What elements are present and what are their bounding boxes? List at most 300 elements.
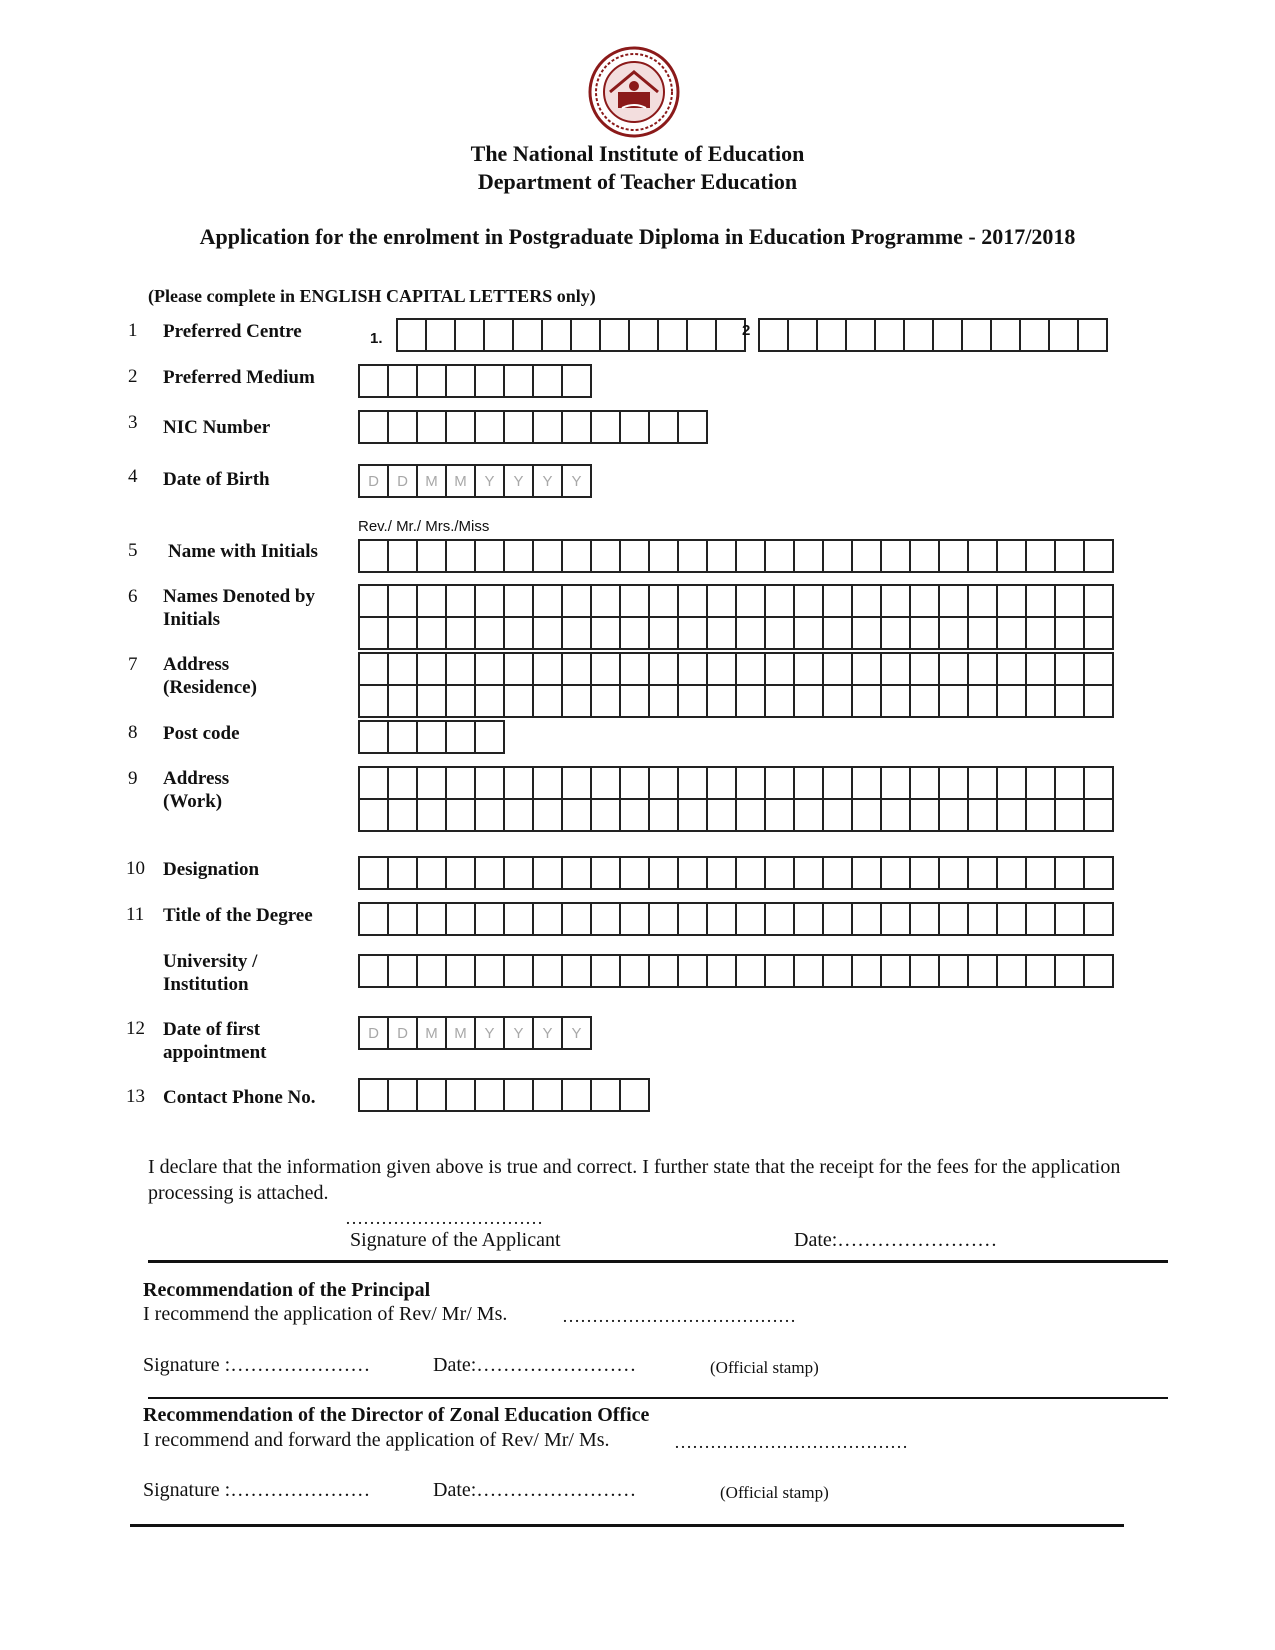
letter-box[interactable] [679, 539, 708, 573]
letter-box[interactable] [969, 954, 998, 988]
letter-box[interactable] [1056, 800, 1085, 832]
letter-box[interactable] [621, 766, 650, 800]
letter-box[interactable] [708, 584, 737, 618]
address-work-boxes[interactable] [358, 766, 1114, 832]
letter-box[interactable] [592, 1078, 621, 1112]
letter-box[interactable]: D [360, 1016, 389, 1050]
letter-box[interactable] [592, 766, 621, 800]
letter-box[interactable] [418, 766, 447, 800]
letter-box[interactable] [998, 902, 1027, 936]
letter-box[interactable] [911, 766, 940, 800]
letter-box[interactable] [592, 539, 621, 573]
letter-box[interactable] [708, 954, 737, 988]
letter-box[interactable] [650, 902, 679, 936]
letter-box[interactable]: M [418, 464, 447, 498]
letter-box[interactable] [795, 800, 824, 832]
letter-box[interactable] [534, 539, 563, 573]
letter-box[interactable] [659, 318, 688, 352]
letter-box[interactable] [824, 954, 853, 988]
letter-box[interactable] [1027, 618, 1056, 650]
letter-box[interactable] [876, 318, 905, 352]
letter-box[interactable] [824, 618, 853, 650]
letter-box[interactable] [427, 318, 456, 352]
letter-box[interactable] [853, 856, 882, 890]
letter-box[interactable] [1027, 766, 1056, 800]
letter-box[interactable] [592, 856, 621, 890]
letter-box[interactable] [1027, 856, 1056, 890]
letter-box[interactable] [621, 1078, 650, 1112]
letter-box[interactable] [882, 584, 911, 618]
letter-box[interactable] [1056, 902, 1085, 936]
letter-box[interactable] [389, 720, 418, 754]
letter-box[interactable] [998, 652, 1027, 686]
letter-box[interactable] [969, 618, 998, 650]
letter-box[interactable] [630, 318, 659, 352]
letter-box[interactable] [969, 766, 998, 800]
letter-box[interactable] [1085, 652, 1114, 686]
letter-box[interactable] [882, 618, 911, 650]
letter-box[interactable] [534, 856, 563, 890]
letter-box[interactable] [1056, 766, 1085, 800]
letter-box[interactable] [911, 539, 940, 573]
principal-date-line[interactable]: Date:…………………… [433, 1354, 637, 1376]
letter-box[interactable] [1085, 539, 1114, 573]
letter-box[interactable] [853, 686, 882, 718]
letter-box[interactable] [1085, 766, 1114, 800]
letter-box[interactable] [418, 584, 447, 618]
letter-box[interactable] [563, 954, 592, 988]
letter-box[interactable] [476, 686, 505, 718]
letter-box[interactable] [534, 800, 563, 832]
letter-box[interactable] [818, 318, 847, 352]
letter-box[interactable] [447, 1078, 476, 1112]
letter-box[interactable] [563, 766, 592, 800]
letter-box[interactable] [1027, 954, 1056, 988]
letter-box[interactable] [505, 364, 534, 398]
letter-box[interactable] [795, 902, 824, 936]
letter-box[interactable] [737, 902, 766, 936]
letter-box[interactable] [592, 902, 621, 936]
letter-box[interactable] [708, 856, 737, 890]
letter-box[interactable] [650, 686, 679, 718]
letter-box[interactable] [418, 618, 447, 650]
box-row[interactable] [758, 318, 1108, 352]
letter-box[interactable] [737, 856, 766, 890]
letter-box[interactable] [853, 539, 882, 573]
letter-box[interactable] [389, 686, 418, 718]
letter-box[interactable] [360, 1078, 389, 1112]
letter-box[interactable] [911, 584, 940, 618]
letter-box[interactable] [998, 766, 1027, 800]
letter-box[interactable] [1021, 318, 1050, 352]
letter-box[interactable] [360, 800, 389, 832]
letter-box[interactable] [418, 954, 447, 988]
letter-box[interactable] [447, 584, 476, 618]
letter-box[interactable] [1085, 954, 1114, 988]
letter-box[interactable] [447, 410, 476, 444]
letter-box[interactable] [418, 800, 447, 832]
letter-box[interactable] [1056, 856, 1085, 890]
letter-box[interactable] [360, 539, 389, 573]
box-row[interactable] [358, 766, 1114, 800]
box-row[interactable] [358, 902, 1114, 936]
letter-box[interactable] [601, 318, 630, 352]
letter-box[interactable] [418, 686, 447, 718]
letter-box[interactable] [795, 954, 824, 988]
letter-box[interactable] [621, 856, 650, 890]
names-denoted-boxes[interactable] [358, 584, 1114, 650]
letter-box[interactable] [853, 954, 882, 988]
letter-box[interactable] [563, 1078, 592, 1112]
letter-box[interactable] [1027, 686, 1056, 718]
letter-box[interactable] [905, 318, 934, 352]
letter-box[interactable] [737, 766, 766, 800]
letter-box[interactable] [911, 856, 940, 890]
letter-box[interactable] [998, 686, 1027, 718]
letter-box[interactable] [766, 902, 795, 936]
letter-box[interactable] [592, 800, 621, 832]
letter-box[interactable]: Y [563, 464, 592, 498]
applicant-signature-line[interactable]: …………………………… [345, 1208, 543, 1228]
letter-box[interactable] [476, 618, 505, 650]
letter-box[interactable] [766, 954, 795, 988]
first-appointment-boxes[interactable] [358, 1016, 592, 1050]
letter-box[interactable] [708, 766, 737, 800]
box-row[interactable] [358, 364, 592, 398]
letter-box[interactable] [708, 902, 737, 936]
letter-box[interactable] [708, 539, 737, 573]
letter-box[interactable] [969, 539, 998, 573]
letter-box[interactable] [1079, 318, 1108, 352]
letter-box[interactable] [534, 584, 563, 618]
letter-box[interactable] [737, 800, 766, 832]
letter-box[interactable] [563, 800, 592, 832]
letter-box[interactable]: Y [534, 464, 563, 498]
letter-box[interactable] [389, 618, 418, 650]
letter-box[interactable] [940, 652, 969, 686]
letter-box[interactable] [476, 584, 505, 618]
letter-box[interactable] [485, 318, 514, 352]
letter-box[interactable] [389, 364, 418, 398]
letter-box[interactable] [766, 618, 795, 650]
letter-box[interactable] [940, 766, 969, 800]
letter-box[interactable] [766, 686, 795, 718]
letter-box[interactable] [795, 618, 824, 650]
letter-box[interactable] [360, 720, 389, 754]
letter-box[interactable] [360, 902, 389, 936]
letter-box[interactable] [389, 584, 418, 618]
letter-box[interactable] [360, 954, 389, 988]
letter-box[interactable] [998, 539, 1027, 573]
letter-box[interactable] [621, 954, 650, 988]
letter-box[interactable] [969, 856, 998, 890]
letter-box[interactable] [882, 902, 911, 936]
letter-box[interactable] [563, 686, 592, 718]
letter-box[interactable] [824, 686, 853, 718]
letter-box[interactable] [505, 954, 534, 988]
letter-box[interactable]: Y [534, 1016, 563, 1050]
letter-box[interactable] [824, 856, 853, 890]
letter-box[interactable] [824, 902, 853, 936]
letter-box[interactable] [418, 856, 447, 890]
letter-box[interactable] [853, 800, 882, 832]
applicant-date-label[interactable]: Date:…………………… [794, 1229, 998, 1251]
letter-box[interactable] [447, 720, 476, 754]
letter-box[interactable] [650, 652, 679, 686]
letter-box[interactable] [882, 766, 911, 800]
letter-box[interactable] [853, 618, 882, 650]
letter-box[interactable] [708, 618, 737, 650]
box-row[interactable] [358, 410, 708, 444]
letter-box[interactable] [447, 800, 476, 832]
letter-box[interactable] [456, 318, 485, 352]
letter-box[interactable] [847, 318, 876, 352]
box-row[interactable] [358, 464, 592, 498]
letter-box[interactable] [389, 652, 418, 686]
letter-box[interactable] [650, 766, 679, 800]
letter-box[interactable] [998, 856, 1027, 890]
letter-box[interactable] [534, 1078, 563, 1112]
letter-box[interactable] [534, 902, 563, 936]
letter-box[interactable] [447, 539, 476, 573]
letter-box[interactable] [389, 902, 418, 936]
letter-box[interactable] [1056, 539, 1085, 573]
letter-box[interactable] [882, 652, 911, 686]
letter-box[interactable] [621, 652, 650, 686]
letter-box[interactable]: D [360, 464, 389, 498]
letter-box[interactable] [389, 800, 418, 832]
letter-box[interactable] [940, 902, 969, 936]
principal-name-line[interactable]: ………………………………… [562, 1306, 796, 1326]
letter-box[interactable] [505, 1078, 534, 1112]
letter-box[interactable] [563, 902, 592, 936]
letter-box[interactable] [563, 584, 592, 618]
post-code-boxes[interactable] [358, 720, 505, 754]
letter-box[interactable]: Y [476, 1016, 505, 1050]
letter-box[interactable] [476, 954, 505, 988]
letter-box[interactable] [940, 584, 969, 618]
letter-box[interactable] [447, 856, 476, 890]
letter-box[interactable] [940, 686, 969, 718]
letter-box[interactable] [708, 652, 737, 686]
letter-box[interactable] [592, 954, 621, 988]
letter-box[interactable] [621, 584, 650, 618]
letter-box[interactable] [476, 800, 505, 832]
letter-box[interactable]: D [389, 1016, 418, 1050]
letter-box[interactable] [934, 318, 963, 352]
letter-box[interactable] [621, 800, 650, 832]
letter-box[interactable] [514, 318, 543, 352]
box-row[interactable] [358, 539, 1114, 573]
letter-box[interactable] [824, 766, 853, 800]
letter-box[interactable] [1056, 686, 1085, 718]
letter-box[interactable] [621, 686, 650, 718]
address-residence-boxes[interactable] [358, 652, 1114, 718]
box-row[interactable] [358, 1016, 592, 1050]
box-row[interactable] [358, 686, 1114, 718]
letter-box[interactable] [360, 686, 389, 718]
letter-box[interactable] [360, 364, 389, 398]
letter-box[interactable] [911, 902, 940, 936]
letter-box[interactable] [360, 652, 389, 686]
degree-title-boxes[interactable] [358, 902, 1114, 936]
letter-box[interactable] [1085, 902, 1114, 936]
letter-box[interactable] [766, 766, 795, 800]
letter-box[interactable] [1085, 856, 1114, 890]
letter-box[interactable] [505, 584, 534, 618]
letter-box[interactable] [998, 800, 1027, 832]
letter-box[interactable] [1050, 318, 1079, 352]
letter-box[interactable] [418, 902, 447, 936]
letter-box[interactable]: M [418, 1016, 447, 1050]
box-row[interactable] [358, 652, 1114, 686]
preferred-medium-boxes[interactable] [358, 364, 592, 398]
letter-box[interactable] [789, 318, 818, 352]
letter-box[interactable] [688, 318, 717, 352]
preferred-centre-2-boxes[interactable] [758, 318, 1108, 352]
letter-box[interactable] [679, 410, 708, 444]
letter-box[interactable] [592, 584, 621, 618]
letter-box[interactable] [737, 954, 766, 988]
letter-box[interactable] [940, 618, 969, 650]
letter-box[interactable] [592, 410, 621, 444]
letter-box[interactable] [534, 410, 563, 444]
letter-box[interactable] [679, 800, 708, 832]
letter-box[interactable] [795, 686, 824, 718]
letter-box[interactable] [621, 902, 650, 936]
letter-box[interactable] [534, 766, 563, 800]
letter-box[interactable] [992, 318, 1021, 352]
letter-box[interactable] [476, 856, 505, 890]
letter-box[interactable] [476, 539, 505, 573]
letter-box[interactable] [476, 410, 505, 444]
director-signature-line[interactable]: Signature :………………… [143, 1479, 371, 1501]
letter-box[interactable] [679, 766, 708, 800]
letter-box[interactable] [853, 902, 882, 936]
letter-box[interactable] [998, 954, 1027, 988]
letter-box[interactable] [650, 954, 679, 988]
letter-box[interactable] [795, 766, 824, 800]
letter-box[interactable] [418, 539, 447, 573]
letter-box[interactable] [650, 618, 679, 650]
letter-box[interactable] [650, 584, 679, 618]
letter-box[interactable] [1027, 539, 1056, 573]
letter-box[interactable] [853, 766, 882, 800]
letter-box[interactable] [824, 584, 853, 618]
letter-box[interactable] [563, 539, 592, 573]
letter-box[interactable] [940, 856, 969, 890]
letter-box[interactable] [679, 584, 708, 618]
letter-box[interactable] [969, 800, 998, 832]
letter-box[interactable] [969, 652, 998, 686]
director-name-line[interactable]: ………………………………… [674, 1432, 908, 1452]
letter-box[interactable] [505, 618, 534, 650]
letter-box[interactable] [882, 686, 911, 718]
letter-box[interactable] [389, 954, 418, 988]
letter-box[interactable] [963, 318, 992, 352]
letter-box[interactable] [679, 686, 708, 718]
letter-box[interactable] [534, 686, 563, 718]
letter-box[interactable] [592, 618, 621, 650]
letter-box[interactable] [621, 618, 650, 650]
letter-box[interactable] [911, 800, 940, 832]
letter-box[interactable] [650, 539, 679, 573]
letter-box[interactable]: M [447, 464, 476, 498]
letter-box[interactable] [534, 364, 563, 398]
letter-box[interactable] [563, 410, 592, 444]
letter-box[interactable] [389, 766, 418, 800]
letter-box[interactable] [534, 954, 563, 988]
letter-box[interactable] [418, 1078, 447, 1112]
letter-box[interactable] [592, 652, 621, 686]
letter-box[interactable]: M [447, 1016, 476, 1050]
letter-box[interactable] [447, 618, 476, 650]
letter-box[interactable] [911, 618, 940, 650]
letter-box[interactable] [360, 410, 389, 444]
letter-box[interactable] [621, 410, 650, 444]
letter-box[interactable]: Y [476, 464, 505, 498]
letter-box[interactable] [824, 652, 853, 686]
director-date-line[interactable]: Date:…………………… [433, 1479, 637, 1501]
letter-box[interactable] [360, 618, 389, 650]
letter-box[interactable] [760, 318, 789, 352]
letter-box[interactable] [969, 902, 998, 936]
letter-box[interactable] [563, 364, 592, 398]
letter-box[interactable]: D [389, 464, 418, 498]
letter-box[interactable] [679, 902, 708, 936]
letter-box[interactable] [476, 902, 505, 936]
letter-box[interactable] [476, 1078, 505, 1112]
letter-box[interactable] [418, 410, 447, 444]
letter-box[interactable] [882, 539, 911, 573]
letter-box[interactable] [447, 766, 476, 800]
letter-box[interactable] [766, 800, 795, 832]
letter-box[interactable] [398, 318, 427, 352]
letter-box[interactable] [824, 539, 853, 573]
letter-box[interactable] [418, 652, 447, 686]
designation-boxes[interactable] [358, 856, 1114, 890]
letter-box[interactable] [679, 618, 708, 650]
letter-box[interactable] [969, 584, 998, 618]
letter-box[interactable] [1085, 584, 1114, 618]
letter-box[interactable] [679, 856, 708, 890]
letter-box[interactable] [476, 720, 505, 754]
letter-box[interactable] [505, 766, 534, 800]
letter-box[interactable] [737, 584, 766, 618]
letter-box[interactable] [795, 856, 824, 890]
letter-box[interactable] [534, 618, 563, 650]
letter-box[interactable] [1056, 618, 1085, 650]
letter-box[interactable] [998, 584, 1027, 618]
box-row[interactable] [358, 584, 1114, 618]
box-row[interactable] [358, 618, 1114, 650]
letter-box[interactable] [708, 686, 737, 718]
letter-box[interactable] [766, 856, 795, 890]
letter-box[interactable] [795, 584, 824, 618]
letter-box[interactable] [360, 766, 389, 800]
letter-box[interactable] [998, 618, 1027, 650]
date-of-birth-boxes[interactable] [358, 464, 592, 498]
letter-box[interactable] [650, 800, 679, 832]
letter-box[interactable] [447, 364, 476, 398]
letter-box[interactable] [447, 686, 476, 718]
letter-box[interactable] [1085, 618, 1114, 650]
letter-box[interactable] [737, 618, 766, 650]
letter-box[interactable] [418, 720, 447, 754]
letter-box[interactable] [650, 410, 679, 444]
letter-box[interactable] [911, 686, 940, 718]
letter-box[interactable] [476, 652, 505, 686]
